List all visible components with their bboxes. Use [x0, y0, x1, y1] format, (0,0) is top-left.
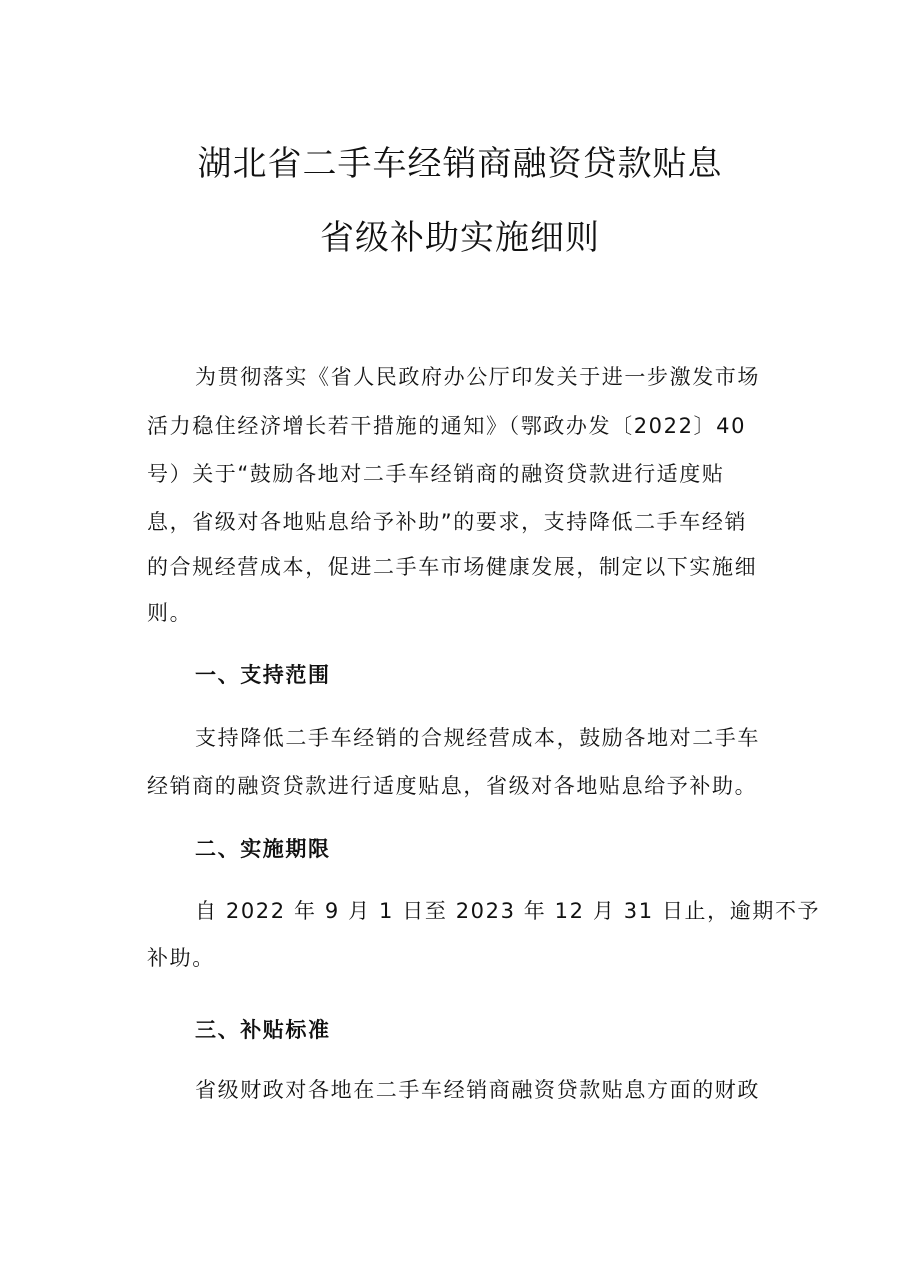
section-heading-scope: 一、支持范围: [195, 663, 331, 687]
intro-line-3: 号）关于“鼓励各地对二手车经销商的融资贷款进行适度贴: [147, 462, 725, 486]
section-scope-line-1: 支持降低二手车经销的合规经营成本，鼓励各地对二手车: [195, 726, 760, 750]
section-heading-standard: 三、补贴标准: [195, 1018, 331, 1042]
intro-line-5: 的合规经营成本，促进二手车市场健康发展，制定以下实施细: [147, 555, 758, 579]
section-standard-line-1: 省级财政对各地在二手车经销商融资贷款贴息方面的财政: [195, 1078, 760, 1102]
section-period-line-2: 补助。: [147, 946, 215, 970]
document-title-line-2: 省级补助实施细则: [320, 218, 600, 258]
intro-line-1: 为贯彻落实《省人民政府办公厅印发关于进一步激发市场: [195, 365, 760, 389]
section-period-line-1: 自 2022 年 9 月 1 日至 2023 年 12 月 31 日止，逾期不予: [195, 899, 821, 923]
section-scope-line-2: 经销商的融资贷款进行适度贴息，省级对各地贴息给予补助。: [147, 774, 758, 798]
section-heading-period: 二、实施期限: [195, 837, 331, 861]
document-title-line-1: 湖北省二手车经销商融资贷款贴息: [197, 144, 723, 184]
intro-line-6: 则。: [147, 601, 193, 625]
intro-line-4: 息，省级对各地贴息给予补助”的要求，支持降低二手车经销: [147, 510, 748, 534]
intro-line-2: 活力稳住经济增长若干措施的通知》（鄂政办发〔2022〕40: [147, 414, 747, 438]
